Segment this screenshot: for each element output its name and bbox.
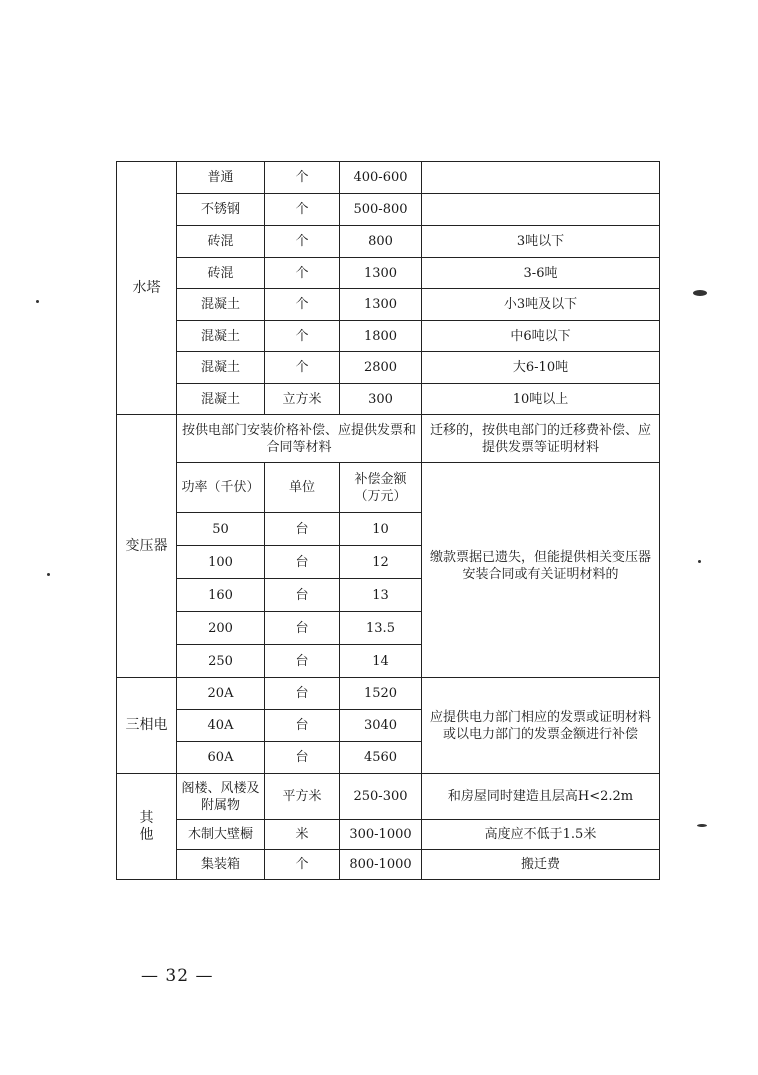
item-note: 小3吨及以下 — [422, 289, 660, 321]
item-note: 大6-10吨 — [422, 352, 660, 384]
table-row — [117, 384, 660, 415]
category-water-tower: 水塔 — [117, 162, 177, 415]
scan-speck — [47, 573, 50, 576]
item-unit: 台 — [265, 579, 340, 612]
page-number: — 32 — — [141, 966, 214, 986]
item-note: 搬迁费 — [422, 850, 660, 880]
item-amount: 1300 — [340, 289, 422, 321]
item-unit: 台 — [265, 742, 340, 774]
category-three-phase: 三相电 — [117, 678, 177, 774]
transformer-note: 缴款票据已遗失，但能提供相关变压器安装合同或有关证明材料的 — [422, 463, 660, 678]
table-row — [117, 774, 660, 820]
header-amount: 补偿金额（万元） — [340, 463, 422, 513]
item-amount: 14 — [340, 645, 422, 678]
item-note — [422, 162, 660, 194]
item-unit: 台 — [265, 678, 340, 710]
item-note: 3吨以下 — [422, 226, 660, 258]
item-amount: 300 — [340, 384, 422, 415]
item-unit: 台 — [265, 710, 340, 742]
item-type: 混凝土 — [177, 384, 265, 415]
table-row — [117, 352, 660, 384]
item-unit: 台 — [265, 513, 340, 546]
item-amount: 1520 — [340, 678, 422, 710]
item-amount: 800-1000 — [340, 850, 422, 880]
item-type: 60A — [177, 742, 265, 774]
item-type: 集装箱 — [177, 850, 265, 880]
item-unit: 个 — [265, 162, 340, 194]
item-type: 砖混 — [177, 258, 265, 289]
item-note: 3-6吨 — [422, 258, 660, 289]
item-note: 和房屋同时建造且层高H<2.2m — [422, 774, 660, 820]
category-other-line2: 他 — [139, 826, 154, 843]
item-unit: 个 — [265, 258, 340, 289]
item-unit: 个 — [265, 850, 340, 880]
item-type: 混凝土 — [177, 289, 265, 321]
item-amount: 800 — [340, 226, 422, 258]
table-row — [117, 678, 660, 710]
table-header-row — [117, 463, 660, 513]
item-amount: 500-800 — [340, 194, 422, 226]
item-unit: 台 — [265, 612, 340, 645]
header-power: 功率（千伏） — [177, 463, 265, 513]
item-power: 100 — [177, 546, 265, 579]
table-row — [117, 415, 660, 463]
table-row — [117, 258, 660, 289]
item-amount: 12 — [340, 546, 422, 579]
item-amount: 13.5 — [340, 612, 422, 645]
scan-speck — [698, 560, 701, 563]
item-power: 160 — [177, 579, 265, 612]
table-row — [117, 289, 660, 321]
item-type: 混凝土 — [177, 352, 265, 384]
item-amount: 4560 — [340, 742, 422, 774]
transformer-intro-right: 迁移的，按供电部门的迁移费补偿、应提供发票等证明材料 — [422, 415, 660, 463]
item-type: 混凝土 — [177, 321, 265, 352]
item-amount: 300-1000 — [340, 820, 422, 850]
item-type: 阁楼、风楼及附属物 — [177, 774, 265, 820]
scan-speck — [36, 300, 39, 303]
three-phase-note: 应提供电力部门相应的发票或证明材料或以电力部门的发票金额进行补偿 — [422, 678, 660, 774]
category-transformer: 变压器 — [117, 415, 177, 678]
item-type: 20A — [177, 678, 265, 710]
item-amount: 400-600 — [340, 162, 422, 194]
item-amount: 3040 — [340, 710, 422, 742]
item-unit: 平方米 — [265, 774, 340, 820]
table-row — [117, 820, 660, 850]
item-note: 中6吨以下 — [422, 321, 660, 352]
item-unit: 米 — [265, 820, 340, 850]
item-amount: 13 — [340, 579, 422, 612]
item-power: 200 — [177, 612, 265, 645]
item-unit: 个 — [265, 226, 340, 258]
item-unit: 个 — [265, 194, 340, 226]
table-row — [117, 226, 660, 258]
category-other-line1: 其 — [139, 809, 154, 826]
item-unit: 立方米 — [265, 384, 340, 415]
item-note: 10吨以上 — [422, 384, 660, 415]
item-amount: 2800 — [340, 352, 422, 384]
item-power: 50 — [177, 513, 265, 546]
table-row — [117, 321, 660, 352]
item-type: 不锈钢 — [177, 194, 265, 226]
header-unit: 单位 — [265, 463, 340, 513]
item-amount: 250-300 — [340, 774, 422, 820]
item-type: 砖混 — [177, 226, 265, 258]
item-note — [422, 194, 660, 226]
item-unit: 台 — [265, 546, 340, 579]
item-type: 普通 — [177, 162, 265, 194]
item-note: 高度应不低于1.5米 — [422, 820, 660, 850]
category-other — [117, 774, 177, 880]
compensation-table — [116, 161, 660, 880]
table-row — [117, 162, 660, 194]
item-unit: 台 — [265, 645, 340, 678]
scan-speck — [697, 824, 707, 827]
table-row — [117, 194, 660, 226]
scan-speck — [693, 290, 707, 296]
item-unit: 个 — [265, 321, 340, 352]
item-power: 250 — [177, 645, 265, 678]
item-unit: 个 — [265, 289, 340, 321]
item-amount: 1800 — [340, 321, 422, 352]
item-type: 木制大壁橱 — [177, 820, 265, 850]
item-amount: 1300 — [340, 258, 422, 289]
item-amount: 10 — [340, 513, 422, 546]
item-unit: 个 — [265, 352, 340, 384]
transformer-intro-left: 按供电部门安装价格补偿、应提供发票和合同等材料 — [177, 415, 422, 463]
item-type: 40A — [177, 710, 265, 742]
table-row — [117, 850, 660, 880]
